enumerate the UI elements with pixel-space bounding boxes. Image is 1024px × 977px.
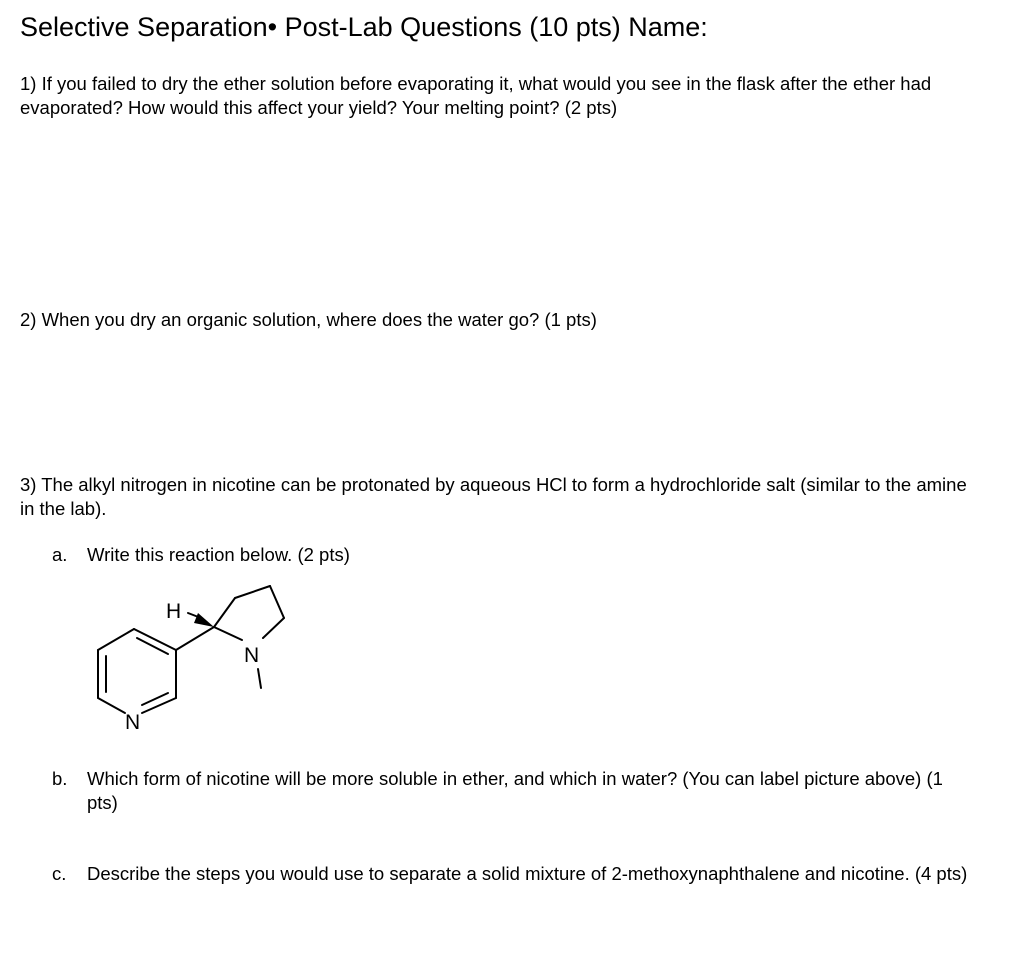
question-3a — [52, 543, 972, 567]
question-3b — [52, 767, 972, 815]
pyrrolidine-bond — [235, 586, 270, 598]
pyrrolidine-bond — [263, 618, 284, 638]
n-methyl-bond — [258, 669, 261, 688]
pyridine-double-bond — [137, 638, 168, 654]
hydrogen-label: H — [166, 600, 182, 623]
pyrrolidine-bond — [214, 598, 235, 627]
pyridine-nitrogen-label: N — [125, 711, 141, 734]
question-3c-text: Describe the steps you would use to separate a solid mixture of 2-methoxynaphthalene and nicotine. (4 pts) — [87, 863, 968, 884]
pyridine-bond — [98, 698, 125, 713]
question-3a-marker: a. — [52, 544, 68, 565]
stereo-wedge — [194, 613, 214, 627]
question-3c-marker: c. — [52, 863, 67, 884]
question-3c — [52, 862, 972, 886]
nicotine-structure — [80, 580, 310, 740]
question-1: 1) If you failed to dry the ether solution before evaporating it, what would you see in the flask after the ether had evaporated? How would this affect your yield? Your melting point? (2 pts) — [20, 73, 932, 118]
pyrrolidine-nitrogen-label: N — [244, 644, 260, 667]
pyrrolidine-bond — [214, 627, 242, 640]
pyridine-bond — [98, 629, 134, 650]
question-3: 3) The alkyl nitrogen in nicotine can be protonated by aqueous HCl to form a hydrochloride salt (similar to the amine in the lab). — [20, 474, 967, 519]
page-title: Selective Separation• Post-Lab Questions (10 pts) Name: — [20, 12, 708, 42]
question-3b-marker: b. — [52, 768, 68, 789]
ring-link-bond — [176, 627, 214, 650]
question-3b-text: Which form of nicotine will be more soluble in ether, and which in water? (You can label picture above) (1 pts) — [87, 768, 943, 813]
question-3a-text: Write this reaction below. (2 pts) — [87, 544, 350, 565]
question-2: 2) When you dry an organic solution, where does the water go? (1 pts) — [20, 309, 597, 330]
pyridine-bond — [142, 698, 176, 713]
pyrrolidine-bond — [270, 586, 284, 618]
